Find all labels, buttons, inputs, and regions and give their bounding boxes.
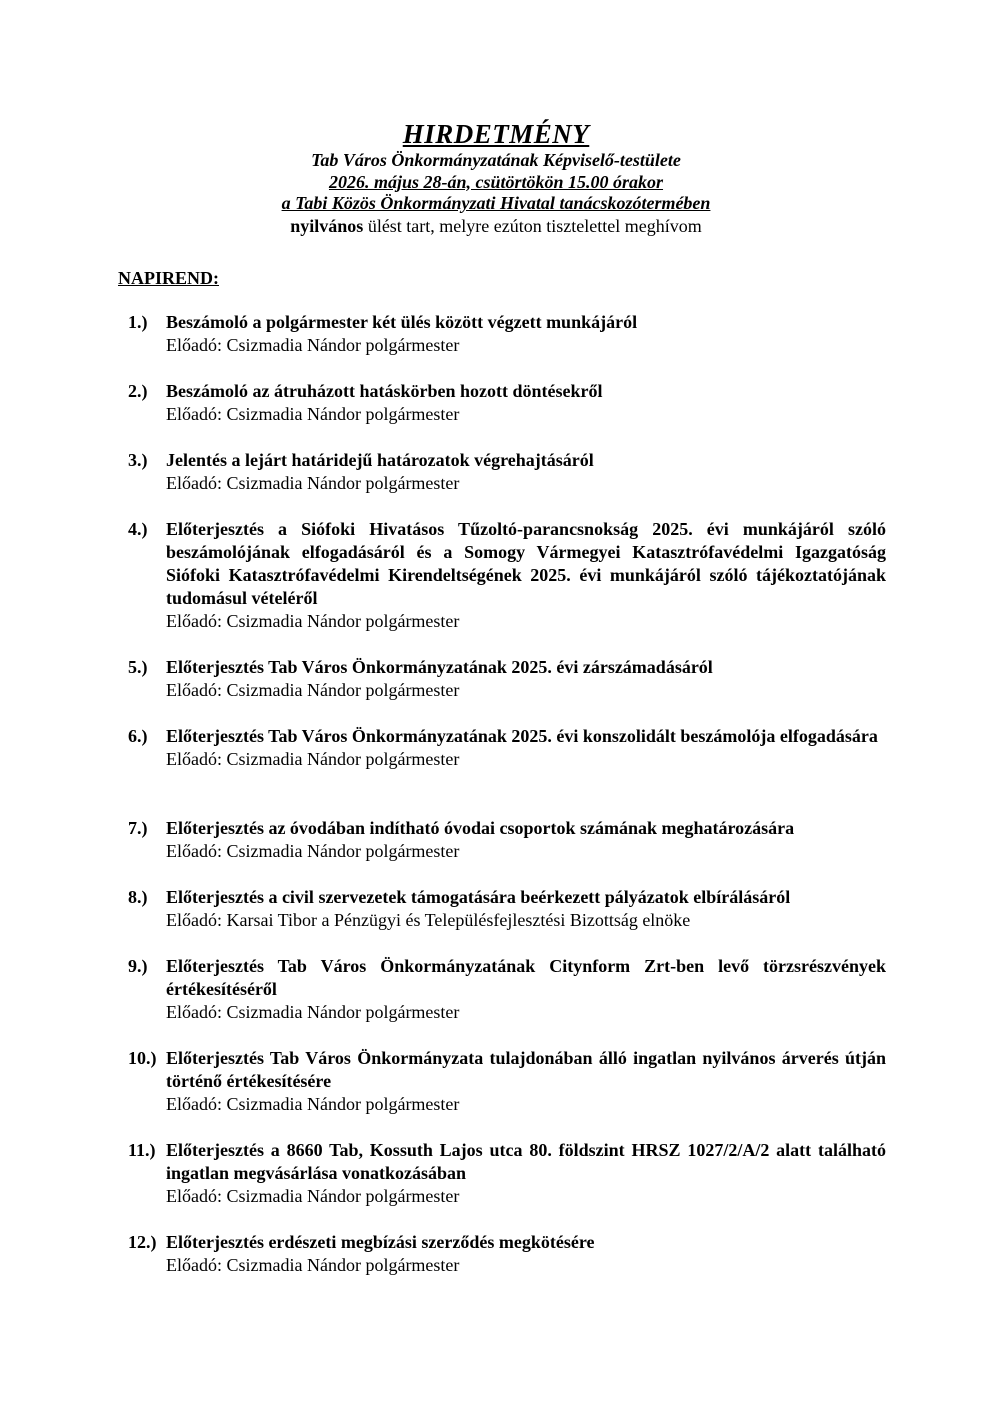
agenda-item-presenter: Előadó: Csizmadia Nándor polgármester xyxy=(166,1186,460,1206)
agenda-item-title: Előterjesztés Tab Város Önkormányzatának 2025. évi zárszámadásáról xyxy=(166,657,713,677)
agenda-item xyxy=(128,656,886,702)
agenda-item-presenter: Előadó: Csizmadia Nándor polgármester xyxy=(166,1255,460,1275)
invitation-text: ülést tart, melyre ezúton tisztelettel meghívom xyxy=(363,215,702,236)
agenda-item xyxy=(128,449,886,495)
agenda-item xyxy=(128,817,886,863)
invitation-public: nyilvános xyxy=(290,215,364,236)
agenda-item xyxy=(128,955,886,1024)
agenda-item-presenter: Előadó: Karsai Tibor a Pénzügyi és Településfejlesztési Bizottság elnöke xyxy=(166,910,691,930)
announcement-header xyxy=(0,118,992,237)
agenda-item-number: 10.) xyxy=(128,1048,157,1068)
agenda-item xyxy=(128,518,886,633)
agenda-item xyxy=(128,380,886,426)
invitation-line xyxy=(0,216,992,238)
agenda-item-number: 11.) xyxy=(128,1140,156,1160)
agenda-item-number: 2.) xyxy=(128,381,148,401)
agenda-item xyxy=(128,725,886,771)
agenda-item-title: Előterjesztés erdészeti megbízási szerződés megkötésére xyxy=(166,1232,595,1252)
announcement-title: HIRDETMÉNY xyxy=(402,119,590,149)
agenda-item-presenter: Előadó: Csizmadia Nándor polgármester xyxy=(166,1094,460,1114)
agenda-item-number: 9.) xyxy=(128,956,148,976)
agenda-item-title: Előterjesztés Tab Város Önkormányzatának 2025. évi konszolidált beszámolója elfogadására xyxy=(166,726,878,746)
agenda-item-number: 6.) xyxy=(128,726,148,746)
agenda-item-title: Előterjesztés Tab Város Önkormányzata tulajdonában álló ingatlan nyilvános árverés útján történő értékesítésére xyxy=(166,1048,886,1091)
agenda-heading: NAPIREND: xyxy=(118,268,219,288)
agenda-item-number: 3.) xyxy=(128,450,148,470)
agenda-item-title: Előterjesztés Tab Város Önkormányzatának Citynform Zrt-ben levő törzsrészvények értékesítéséről xyxy=(166,956,886,999)
council-name: Tab Város Önkormányzatának Képviselő-testülete xyxy=(311,150,681,170)
agenda-item xyxy=(128,886,886,932)
agenda-item-title: Jelentés a lejárt határidejű határozatok végrehajtásáról xyxy=(166,450,594,470)
agenda-item-title: Előterjesztés az óvodában indítható óvodai csoportok számának meghatározására xyxy=(166,818,795,838)
agenda-item-presenter: Előadó: Csizmadia Nándor polgármester xyxy=(166,611,460,631)
agenda-item-title: Beszámoló az átruházott hatáskörben hozott döntésekről xyxy=(166,381,603,401)
agenda-item-presenter: Előadó: Csizmadia Nándor polgármester xyxy=(166,680,460,700)
agenda-item-presenter: Előadó: Csizmadia Nándor polgármester xyxy=(166,473,460,493)
agenda-item xyxy=(128,311,886,357)
agenda-item-title: Előterjesztés a Siófoki Hivatásos Tűzoltó-parancsnokság 2025. évi munkájáról szóló beszámolójának elfogadásáról és a Somogy Vármegyei Katasztrófavédelmi Igazgatóság Siófoki Katasztrófavédelmi Kirendeltségének 2025. évi munkájáról szóló tájékoztatójának tudomásul vételéről xyxy=(166,519,886,608)
meeting-datetime: 2026. május 28-án, csütörtökön 15.00 órakor xyxy=(328,171,664,192)
agenda-item-title: Előterjesztés a civil szervezetek támogatására beérkezett pályázatok elbírálásáról xyxy=(166,887,791,907)
agenda-item xyxy=(128,1139,886,1208)
agenda-item-presenter: Előadó: Csizmadia Nándor polgármester xyxy=(166,841,460,861)
agenda-item-number: 5.) xyxy=(128,657,148,677)
agenda-item-presenter: Előadó: Csizmadia Nándor polgármester xyxy=(166,335,460,355)
agenda-item xyxy=(128,1231,886,1277)
agenda-item-presenter: Előadó: Csizmadia Nándor polgármester xyxy=(166,404,460,424)
agenda-item-number: 12.) xyxy=(128,1232,157,1252)
agenda-item-number: 4.) xyxy=(128,519,148,539)
agenda-item-title: Beszámoló a polgármester két ülés között végzett munkájáról xyxy=(166,312,638,332)
agenda-item-title: Előterjesztés a 8660 Tab, Kossuth Lajos utca 80. földszint HRSZ 1027/2/A/2 alatt található ingatlan megvásárlása vonatkozásában xyxy=(166,1140,886,1183)
agenda-item-presenter: Előadó: Csizmadia Nándor polgármester xyxy=(166,1002,460,1022)
meeting-location: a Tabi Közös Önkormányzati Hivatal tanácskozótermében xyxy=(281,193,711,213)
agenda-item-number: 1.) xyxy=(128,312,148,332)
agenda-item-presenter: Előadó: Csizmadia Nándor polgármester xyxy=(166,749,460,769)
agenda-item-number: 7.) xyxy=(128,818,148,838)
agenda-item xyxy=(128,1047,886,1116)
agenda-item-number: 8.) xyxy=(128,887,148,907)
